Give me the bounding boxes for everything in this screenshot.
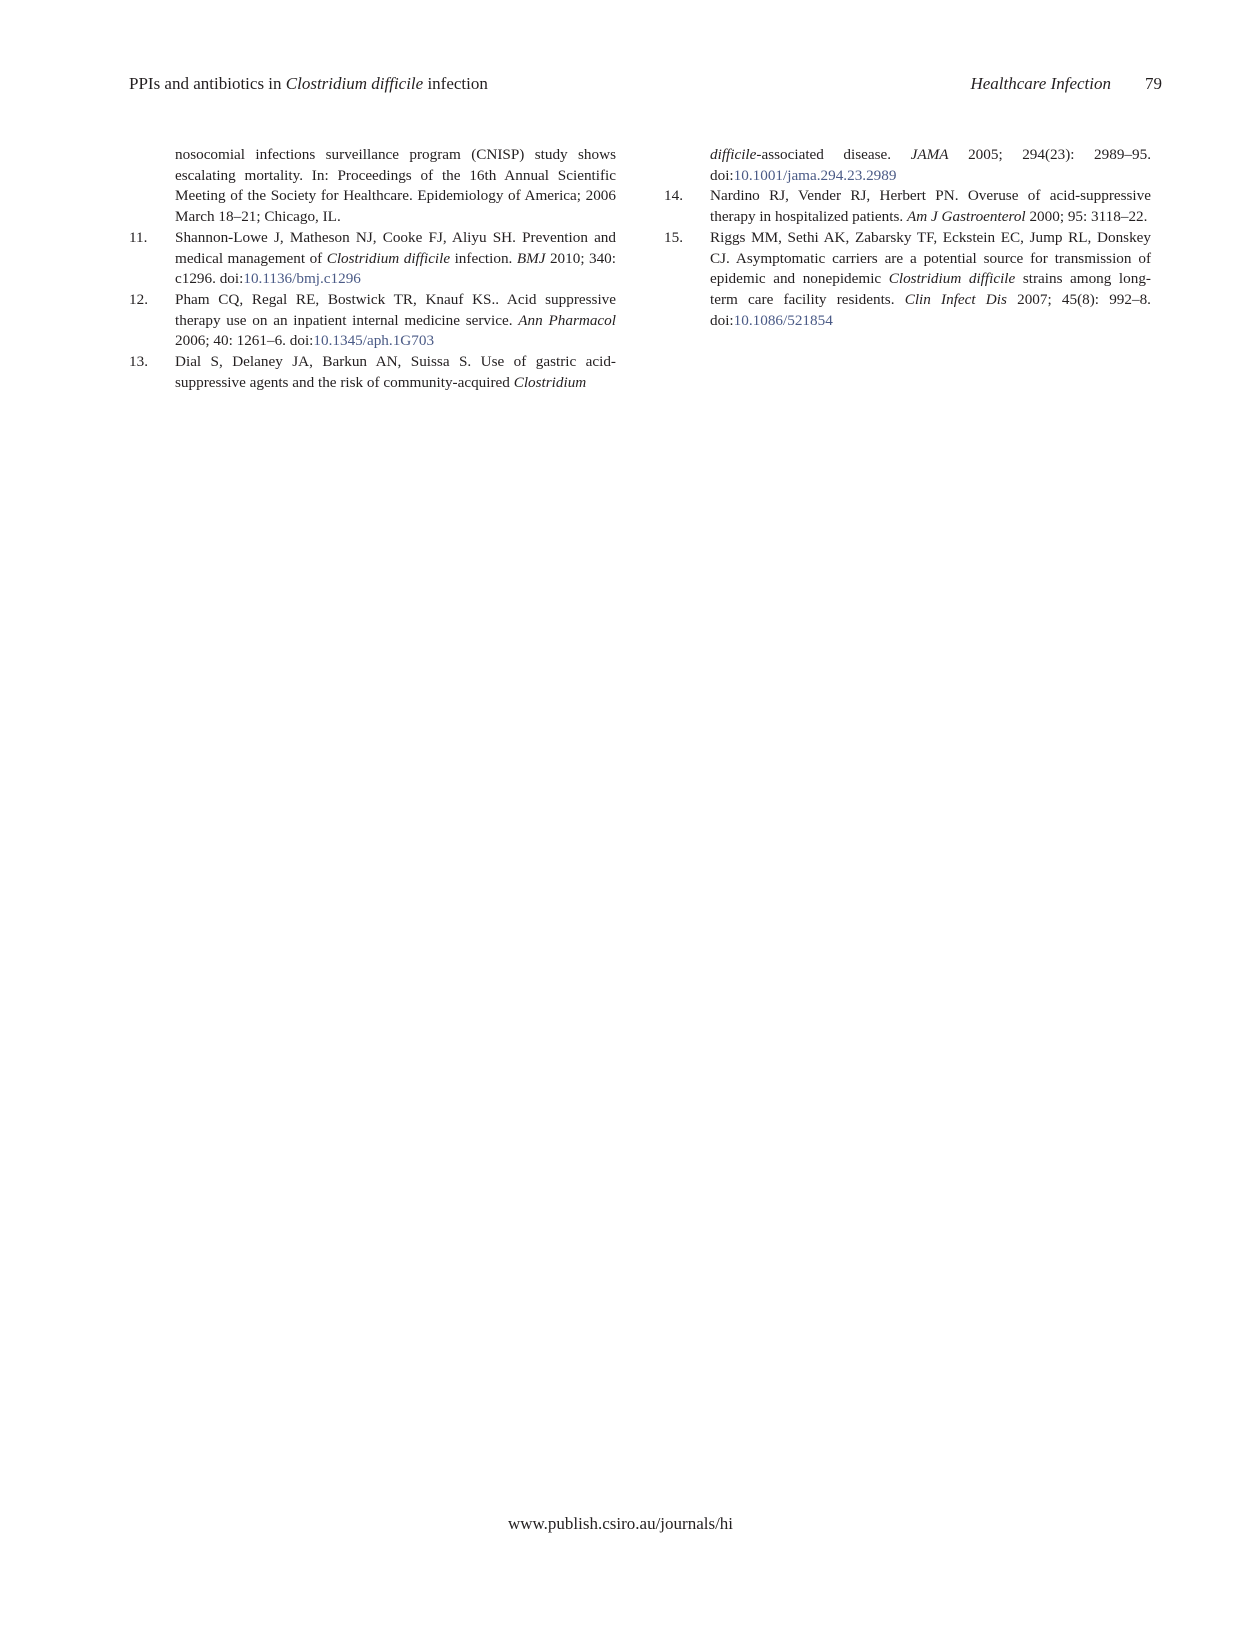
reference-text: Shannon-Lowe J, Matheson NJ, Cooke FJ, Aliyu SH. Prevention and medical management of: [175, 228, 616, 267]
journal-abbrev: Ann Pharmacol: [518, 311, 616, 329]
reference-text: Nardino RJ, Vender RJ, Herbert PN. Overuse of acid-suppressive therapy in hospitalized patients.: [710, 187, 1151, 226]
reference-text: Riggs MM, Sethi AK, Zabarsky TF, Eckstein EC, Jump RL, Donskey CJ. Asymptomatic carriers are a potential source for transmission of epidemic and nonepidemic: [710, 228, 1151, 288]
title-prefix: PPIs and antibiotics in: [129, 74, 286, 93]
reference-text: strains among long-term care facility residents.: [710, 270, 1151, 308]
doi-link[interactable]: 10.1345/aph.1G703: [313, 332, 435, 350]
species-name: Clostridium difficile: [888, 270, 1016, 288]
reference-text: 2006; 40: 1261–6. doi:: [175, 332, 314, 350]
title-italic: Clostridium difficile: [285, 74, 424, 93]
article-short-title: [129, 72, 488, 96]
reference-text: -associated disease.: [756, 146, 911, 163]
doi-link[interactable]: 10.1086/521854: [733, 311, 833, 329]
reference-text: nosocomial infections surveillance program (CNISP) study shows escalating mortality. In: Proceedings of the 16th Annual Scientific Meeting of the Society for Healthcare. Epidemiology of America; 2006 March 18–21; Chicago, IL.: [175, 146, 616, 226]
species-name: difficile: [710, 146, 757, 163]
reference-number: 15.: [664, 228, 683, 246]
species-name: Clostridium: [513, 373, 587, 391]
reference-11: [129, 228, 616, 290]
doi-link[interactable]: 10.1136/bmj.c1296: [243, 270, 361, 288]
reference-14: [664, 186, 1151, 227]
species-name: Clostridium difficile: [326, 249, 451, 267]
reference-text: Dial S, Delaney JA, Barkun AN, Suissa S. Use of gastric acid-suppressive agents and the risk of community-acquired: [175, 353, 616, 391]
journal-abbrev: JAMA: [910, 146, 949, 163]
journal-name: Healthcare Infection: [970, 74, 1111, 93]
reference-13: [129, 352, 616, 393]
reference-number: 13.: [129, 353, 148, 371]
doi-link[interactable]: 10.1001/jama.294.23.2989: [733, 166, 897, 184]
running-head: [129, 72, 1162, 96]
page-number: 79: [1145, 74, 1162, 93]
reference-text: 2005; 294(23): 2989–95. doi:: [710, 146, 1151, 184]
journal-url[interactable]: www.publish.csiro.au/journals/hi: [507, 1514, 734, 1533]
journal-and-page: [970, 72, 1162, 96]
references-column-right: [664, 145, 1151, 331]
journal-abbrev: Am J Gastroenterol: [906, 208, 1026, 226]
reference-text: 2000; 95: 3118–22.: [1025, 208, 1148, 226]
reference-15: [664, 228, 1151, 332]
reference-10-continued: [129, 145, 616, 228]
page-footer: [0, 1513, 1241, 1535]
reference-13-continued: [664, 145, 1151, 186]
reference-number: 11.: [129, 228, 148, 246]
reference-number: 12.: [129, 290, 148, 308]
reference-text: Pham CQ, Regal RE, Bostwick TR, Knauf KS.. Acid suppressive therapy use on an inpatient internal medicine service.: [175, 290, 616, 329]
reference-number: 14.: [664, 187, 683, 205]
reference-12: [129, 290, 616, 352]
journal-abbrev: Clin Infect Dis: [904, 290, 1007, 308]
journal-abbrev: BMJ: [516, 249, 546, 267]
references-column-left: [129, 145, 616, 393]
reference-text: infection.: [450, 249, 517, 267]
reference-text: 2007; 45(8): 992–8. doi:: [710, 290, 1151, 329]
reference-text: 2010; 340: c1296. doi:: [175, 249, 616, 288]
title-suffix: infection: [423, 74, 488, 93]
